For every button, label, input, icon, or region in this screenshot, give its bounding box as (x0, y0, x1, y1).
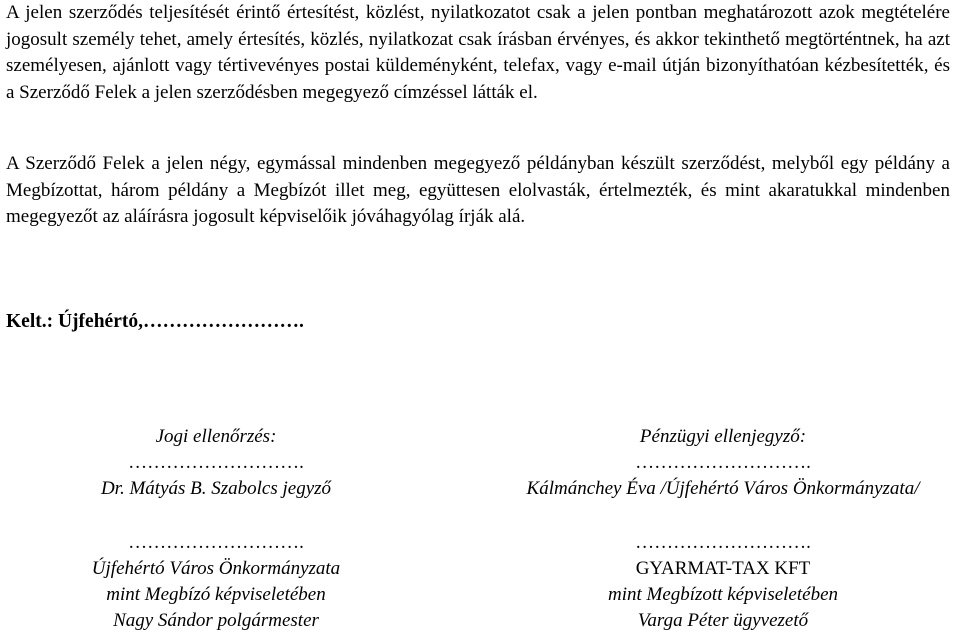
signature-line: ………………………. (635, 452, 811, 473)
signature-block-financial-countersign (476, 424, 959, 502)
signatory-name: Dr. Mátyás B. Szabolcs jegyző (100, 478, 332, 499)
contract-paragraph-notices: A jelen szerződés teljesítését érintő értesítést, közlést, nyilatkozatot csak a jelen pontban meghatározott azok megtételére jogosult személy tehet, amely értesítés, közlés, nyilatkozat csak írásban érvényes, és akkor tekinthető megtörténtnek, ha azt személyesen, ajánlott vagy tértivevényes postai küldeményként, telefax, vagy e-mail útján bizonyíthatóan kézbesítették, és a Szerződő Felek a jelen szerződésben megegyező címzéssel látták el. (6, 2, 950, 103)
signature-role: Pénzügyi ellenjegyző: (639, 426, 807, 447)
date-place-line: Kelt.: Újfehértó,……………………. (6, 311, 304, 332)
signatory-name: Nagy Sándor polgármester (113, 610, 319, 631)
signatory-capacity: mint Megbízott képviseletében (607, 584, 839, 605)
signatory-capacity: mint Megbízó képviseletében (106, 584, 326, 605)
signature-line: ………………………. (635, 532, 811, 553)
signature-line: ………………………. (128, 532, 304, 553)
signatory-organization: GYARMAT-TAX KFT (635, 558, 811, 579)
signatory-organization: Újfehértó Város Önkormányzata (91, 558, 341, 579)
signatory-name: Varga Péter ügyvezető (637, 610, 809, 631)
signature-block-legal-check (36, 424, 396, 502)
signature-block-client (36, 530, 396, 634)
contract-paragraph-copies: A Szerződő Felek a jelen négy, egymással mindenben megegyező példányban készült szerződést, melyből egy példány a Megbízottat, három példány a Megbízót illet meg, együttesen elolvasták, értelmezték, és mint akaratukkal mindenben megegyezőt az aláírásra jogosult képviselőik jóváhagyólag írják alá. (6, 153, 950, 227)
signature-line: ………………………. (128, 452, 304, 473)
signature-role: Jogi ellenőrzés: (155, 426, 277, 447)
signatory-name: Kálmánchey Éva /Újfehértó Város Önkormányzata/ (526, 478, 920, 499)
signature-block-contractor (526, 530, 920, 634)
